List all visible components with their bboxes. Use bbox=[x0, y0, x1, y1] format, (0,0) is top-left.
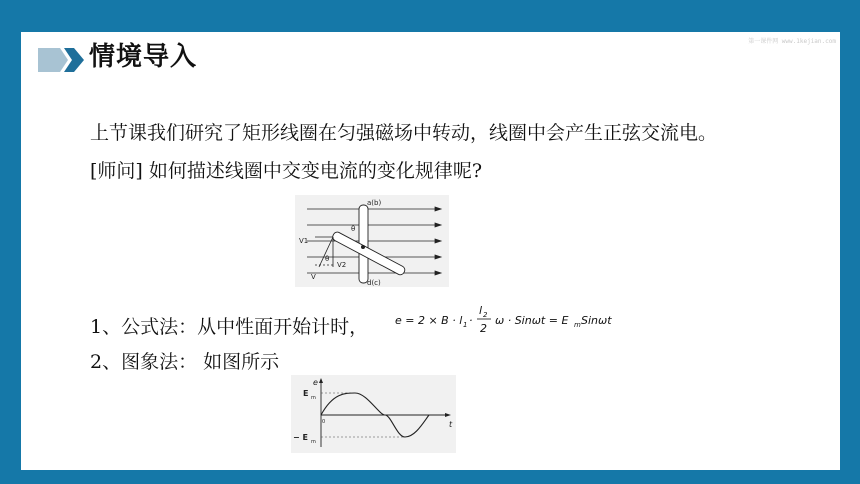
formula-num: l bbox=[479, 304, 483, 317]
formula-sub1: 1 bbox=[463, 321, 468, 329]
label-ab: a(b) bbox=[367, 199, 382, 207]
coil-field-diagram bbox=[295, 195, 449, 287]
label-theta-left: θ bbox=[325, 255, 330, 263]
chevron-icon bbox=[38, 42, 88, 78]
formula-den: 2 bbox=[480, 322, 487, 335]
formula-rhs: ω · Sinωt = E bbox=[495, 314, 569, 327]
sine-wave-graph bbox=[291, 375, 456, 453]
formula-sub-m: m bbox=[574, 321, 581, 329]
intro-text: 上节课我们研究了矩形线圈在匀强磁场中转动，线圈中会产生正弦交流电。 bbox=[90, 122, 718, 144]
axis-t: t bbox=[449, 420, 453, 429]
label-neg-em-sub: m bbox=[311, 439, 316, 445]
label-v2: V2 bbox=[337, 261, 347, 269]
teacher-question: [师问] 如何描述线圈中交变电流的变化规律呢? bbox=[90, 160, 483, 182]
slide-content bbox=[21, 32, 840, 470]
label-v: V bbox=[311, 273, 316, 281]
formula-dot: · bbox=[469, 314, 473, 327]
coil-field-svg bbox=[295, 195, 449, 287]
label-origin: 0 bbox=[322, 419, 326, 425]
label-neg-em: − E bbox=[293, 433, 308, 442]
formula-tail: Sinωt bbox=[581, 314, 612, 327]
label-em-sub: m bbox=[311, 395, 316, 401]
formula-lhs: e = 2 × B · l bbox=[395, 314, 463, 327]
sine-wave-svg bbox=[291, 375, 456, 453]
method-formula: 1、公式法：从中性面开始计时， bbox=[90, 316, 369, 338]
label-dc: d(c) bbox=[367, 279, 381, 287]
formula-numsub: 2 bbox=[483, 311, 488, 319]
label-theta-top: θ bbox=[351, 225, 356, 233]
watermark: 第一课件网 www.1kejian.com bbox=[748, 38, 836, 45]
label-v1: V1 bbox=[299, 237, 309, 245]
page-title: 情境导入 bbox=[89, 42, 198, 72]
label-em: E bbox=[303, 389, 309, 398]
emf-formula bbox=[395, 300, 635, 340]
method-graph: 2、图象法： 如图所示 bbox=[90, 351, 280, 373]
axis-e: e bbox=[313, 378, 318, 387]
